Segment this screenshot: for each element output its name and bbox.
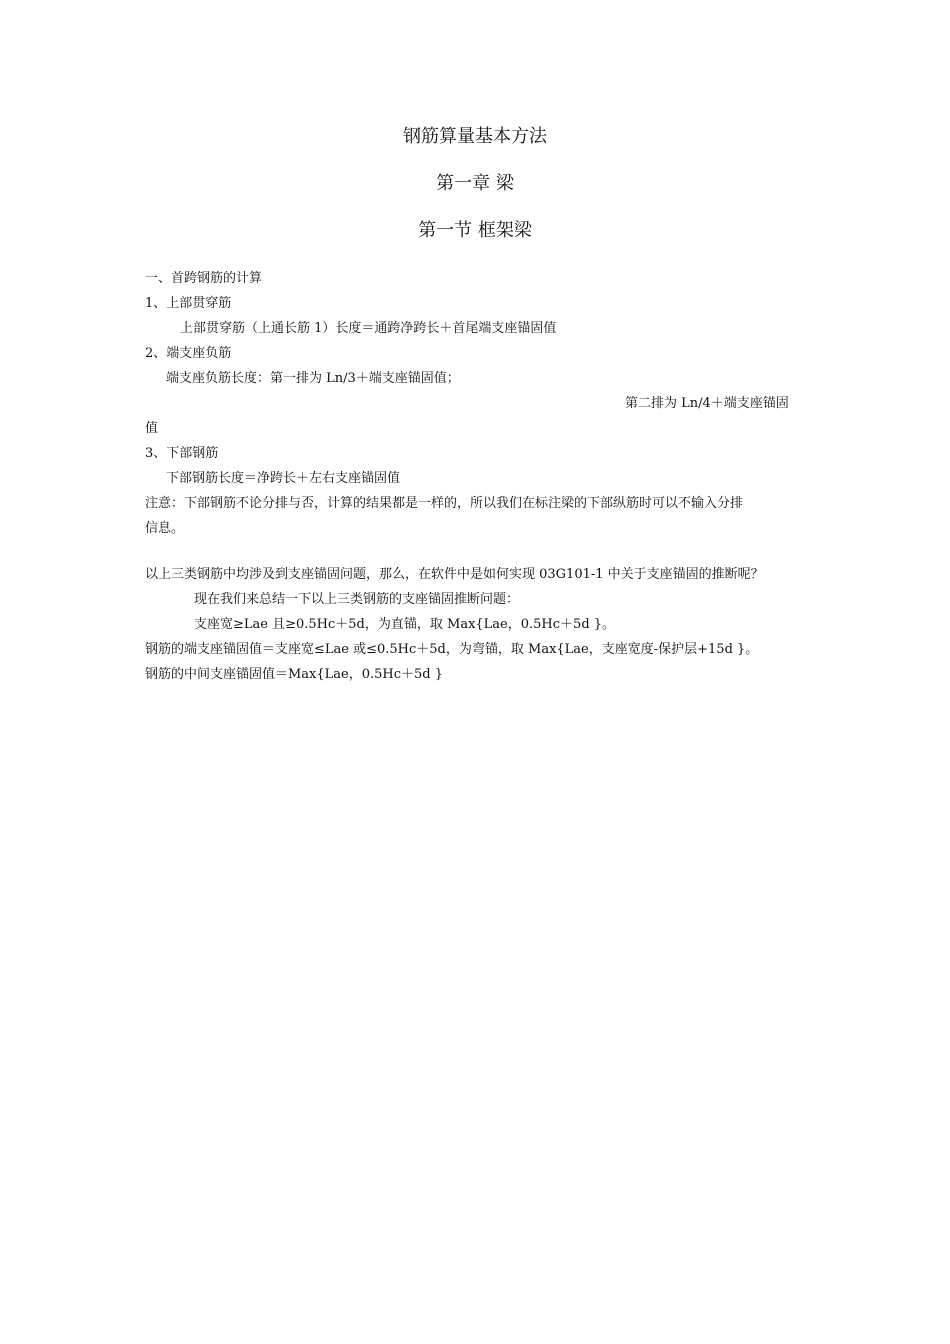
note-bottom-bar-continued: 信息。 xyxy=(145,521,185,536)
item-end-support-negative-bar: 2、端支座负筋 xyxy=(145,346,232,361)
formula-end-support-second-row-continued: 值 xyxy=(145,421,159,436)
heading-first-span-calculation: 一、首跨钢筋的计算 xyxy=(145,271,263,286)
formula-end-support-second-row: 第二排为 Ln/4＋端支座锚固 xyxy=(625,396,789,411)
formula-bottom-bar: 下部钢筋长度＝净跨长＋左右支座锚固值 xyxy=(166,471,401,486)
formula-end-support-first-row: 端支座负筋长度：第一排为 Ln/3＋端支座锚固值； xyxy=(166,371,460,386)
section-heading: 第一节 框架梁 xyxy=(418,220,532,241)
formula-top-through-bar: 上部贯穿筋（上通长筋 1）长度＝通跨净跨长＋首尾端支座锚固值 xyxy=(180,321,557,336)
rule-middle-support-anchorage: 钢筋的中间支座锚固值＝Max{Lae，0.5Hc＋5d } xyxy=(145,667,444,682)
rule-end-support-anchorage: 钢筋的端支座锚固值＝支座宽≤Lae 或≤0.5Hc＋5d，为弯锚，取 Max{Lae，支座宽度-保护层+15d }。 xyxy=(145,642,759,657)
chapter-heading: 第一章 梁 xyxy=(436,173,514,194)
item-top-through-bar: 1、上部贯穿筋 xyxy=(145,296,232,311)
rule-straight-anchorage: 支座宽≥Lae 且≥0.5Hc＋5d，为直锚，取 Max{Lae，0.5Hc＋5d }。 xyxy=(194,617,616,632)
paragraph-anchorage-summary: 现在我们来总结一下以上三类钢筋的支座锚固推断问题： xyxy=(194,592,520,607)
item-bottom-bar: 3、下部钢筋 xyxy=(145,446,219,461)
paragraph-anchorage-question: 以上三类钢筋中均涉及到支座锚固问题，那么，在软件中是如何实现 03G101-1 中关于支座锚固的推断呢？ xyxy=(145,567,764,582)
note-bottom-bar: 注意：下部钢筋不论分排与否，计算的结果都是一样的，所以我们在标注梁的下部纵筋时可以不输入分排 xyxy=(145,496,744,511)
document-title: 钢筋算量基本方法 xyxy=(403,126,547,147)
